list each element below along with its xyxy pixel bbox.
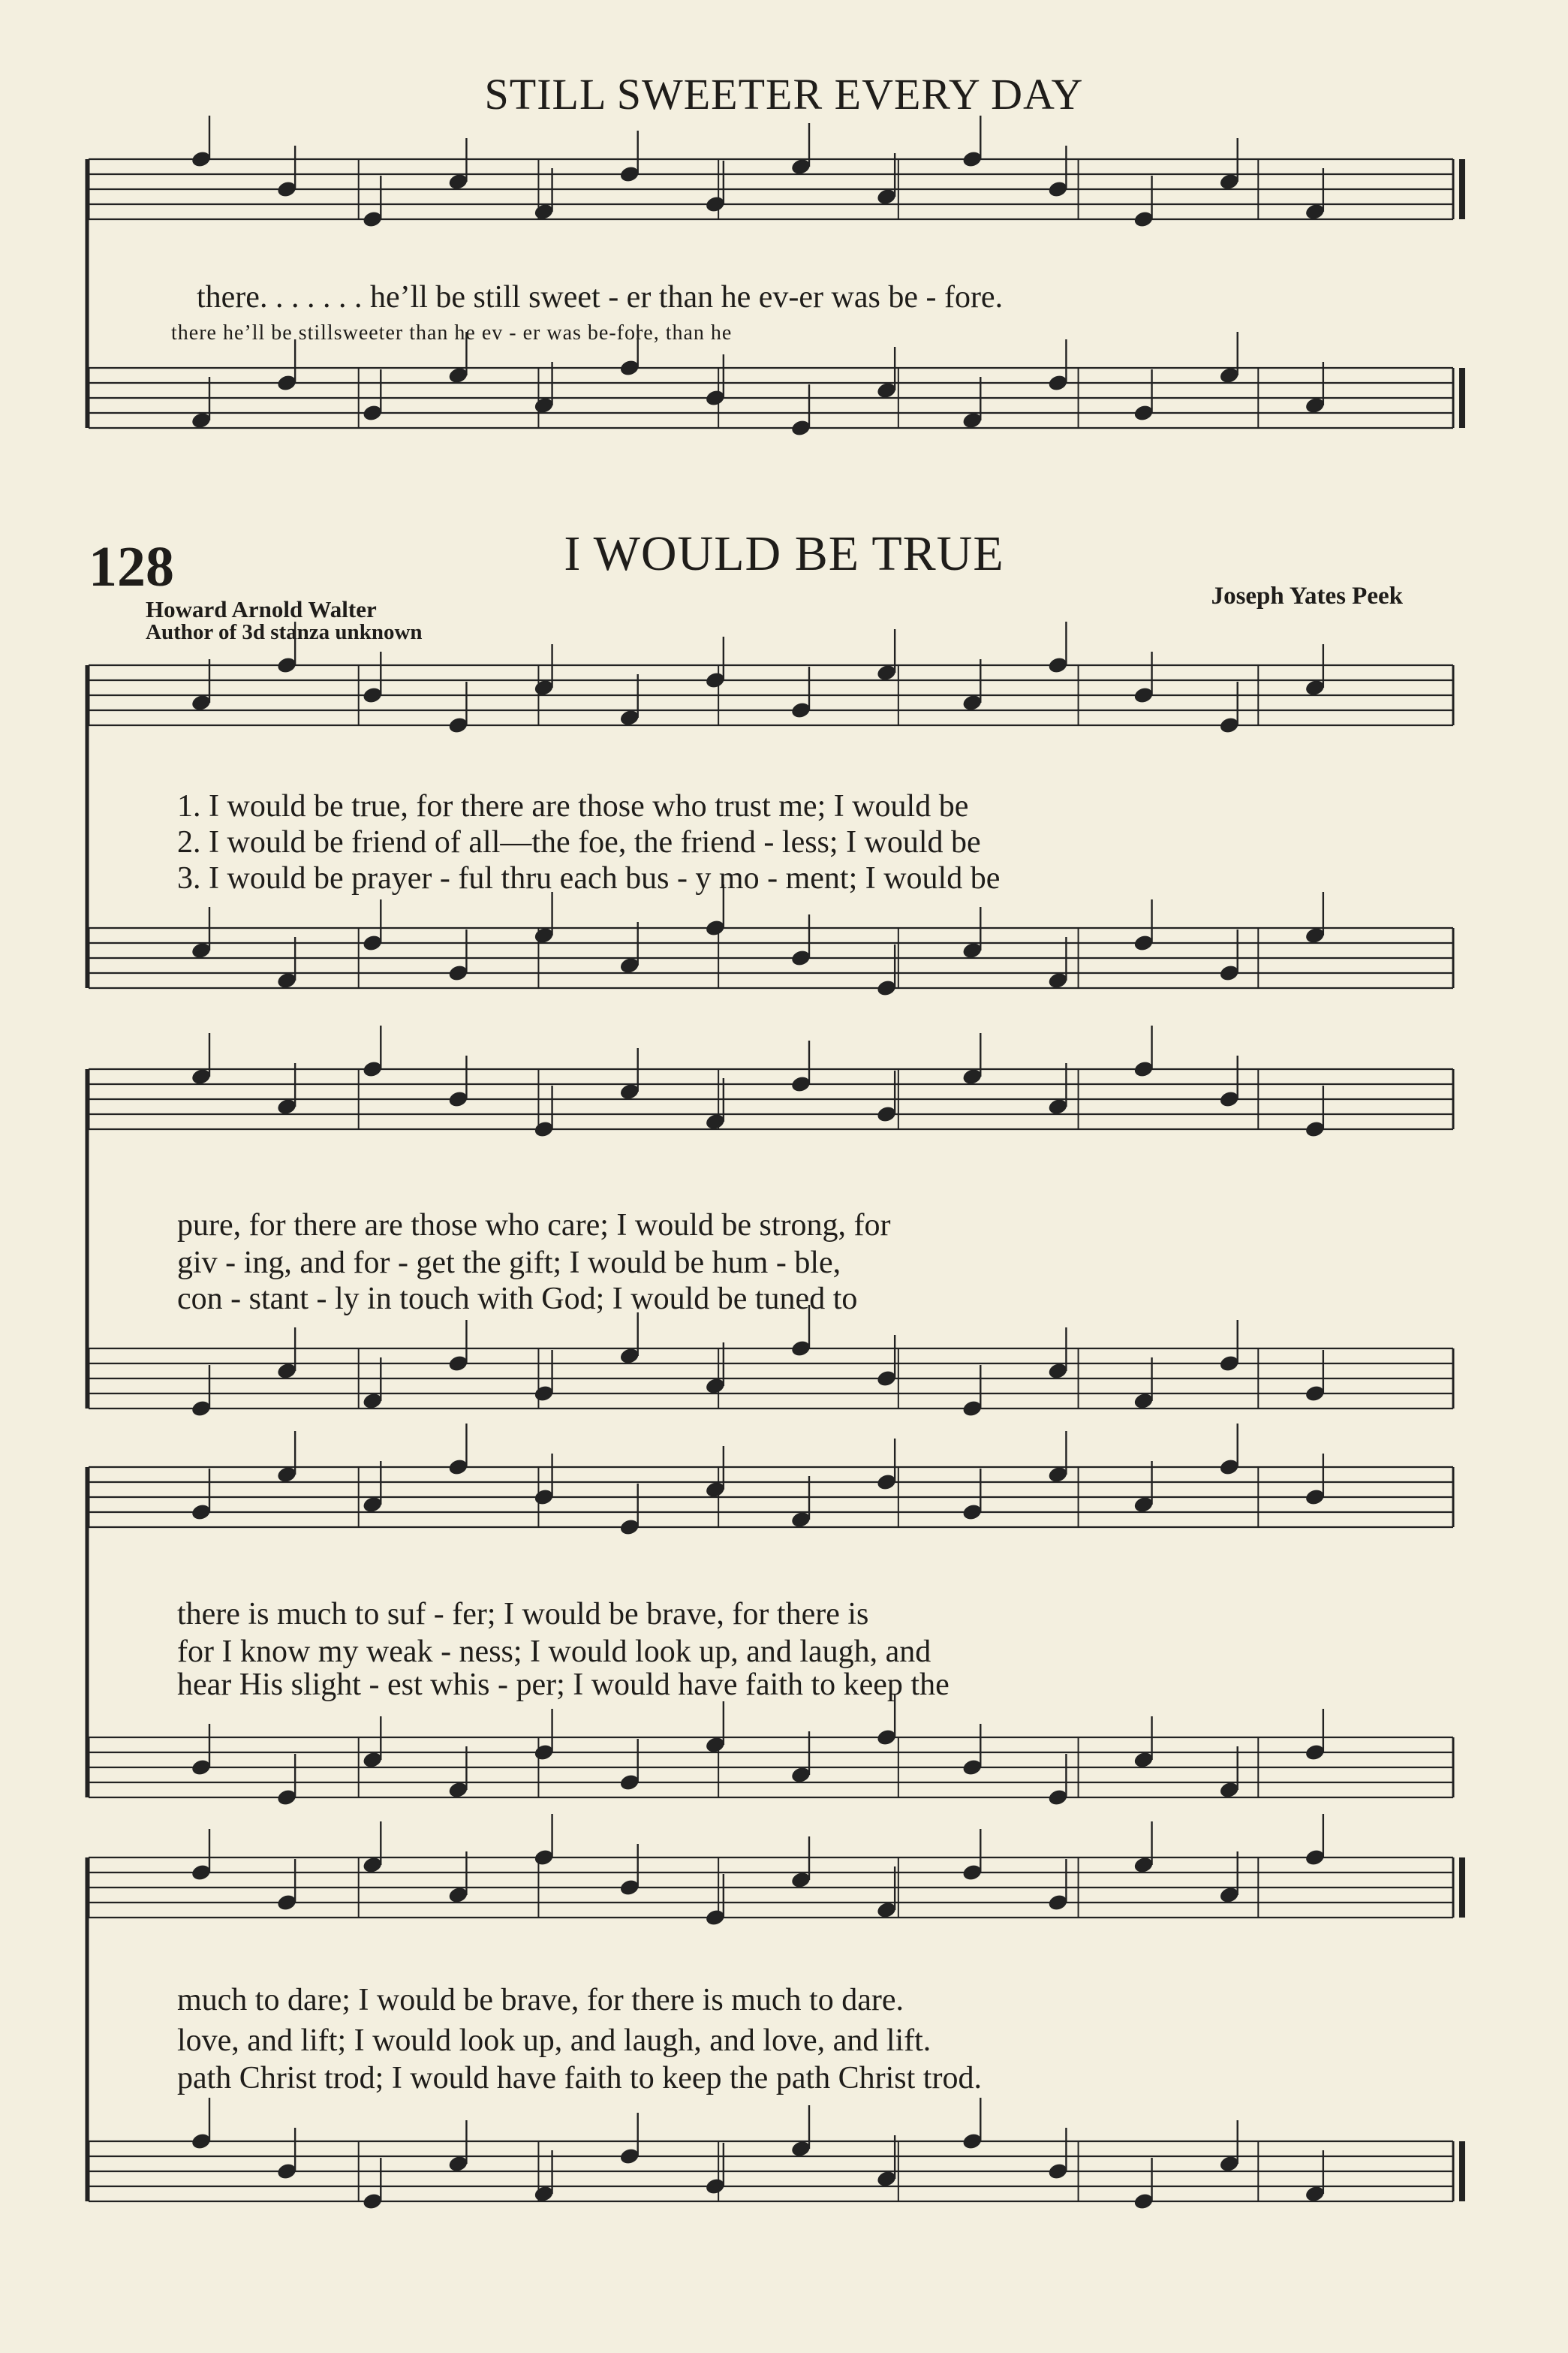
top-hymn-lyric: there. . . . . . . he’ll be still sweet - er than he ev-er was be - fore. <box>197 280 1004 315</box>
stanza-1-line: pure, for there are those who care; I would be strong, for <box>177 1208 891 1243</box>
hymn-number: 128 <box>89 535 174 598</box>
stanza-2-line: 2. I would be friend of all—the foe, the friend - less; I would be <box>177 825 981 860</box>
stanza-2-line: for I know my weak - ness; I would look up, and laugh, and <box>177 1634 931 1669</box>
author-note: Author of 3d stanza unknown <box>146 620 423 644</box>
stanza-1-line: 1. I would be true, for there are those who trust me; I would be <box>177 789 969 824</box>
hymn-title: I WOULD BE TRUE <box>564 526 1004 581</box>
stanza-1-line: there is much to suf - fer; I would be brave, for there is <box>177 1597 869 1631</box>
stanza-3-line: hear His slight - est whis - per; I would have faith to keep the <box>177 1668 950 1702</box>
stanza-2-line: love, and lift; I would look up, and laugh, and love, and lift. <box>177 2023 931 2058</box>
stanza-3-line: con - stant - ly in touch with God; I would be tuned to <box>177 1282 858 1316</box>
author: Howard Arnold Walter <box>146 596 377 622</box>
stanza-1-line: much to dare; I would be brave, for there is much to dare. <box>177 1983 904 2017</box>
stanza-3-line: 3. I would be prayer - ful thru each bus - y mo - ment; I would be <box>177 861 1001 896</box>
composer: Joseph Yates Peek <box>1211 583 1403 610</box>
top-hymn-title: STILL SWEETER EVERY DAY <box>484 70 1084 119</box>
top-hymn-lyric-alt: there he’ll be stillsweeter than he ev - er was be-fore, than he <box>171 321 733 345</box>
stanza-3-line: path Christ trod; I would have faith to keep the path Christ trod. <box>177 2061 982 2095</box>
stanza-2-line: giv - ing, and for - get the gift; I would be hum - ble, <box>177 1246 841 1280</box>
